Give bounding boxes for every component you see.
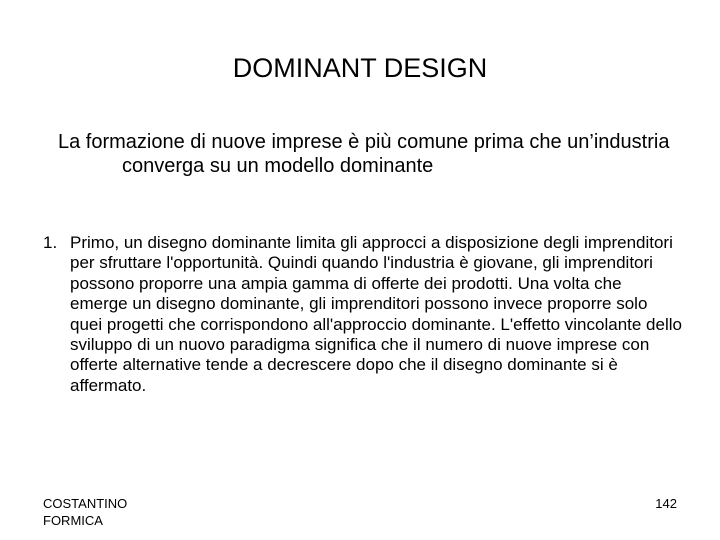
list-item xyxy=(43,233,683,396)
page-number: 142 xyxy=(655,496,677,511)
slide-title: DOMINANT DESIGN xyxy=(232,53,488,83)
slide-subtitle: La formazione di nuove imprese è più comune prima che un’industria converga su un modello dominante xyxy=(58,131,670,177)
footer-author: COSTANTINO FORMICA xyxy=(43,496,128,528)
list-item-number: 1. xyxy=(43,233,58,252)
body-list xyxy=(43,233,683,396)
list-item-text: Primo, un disegno dominante limita gli approcci a disposizione degli imprenditori per sfruttare l'opportunità. Quindi quando l'industria è giovane, gli imprenditori possono proporre una ampia gamma di offerte dei prodotti. Una volta che emerge un disegno dominante, gli imprenditori possono invece proporre solo quei progetti che corrispondono all'approccio dominante. L'effetto vincolante dello sviluppo di un nuovo paradigma significa che il numero di nuove imprese con offerte alternative tende a decrescere dopo che il disegno dominante si è affermato. xyxy=(70,233,682,395)
